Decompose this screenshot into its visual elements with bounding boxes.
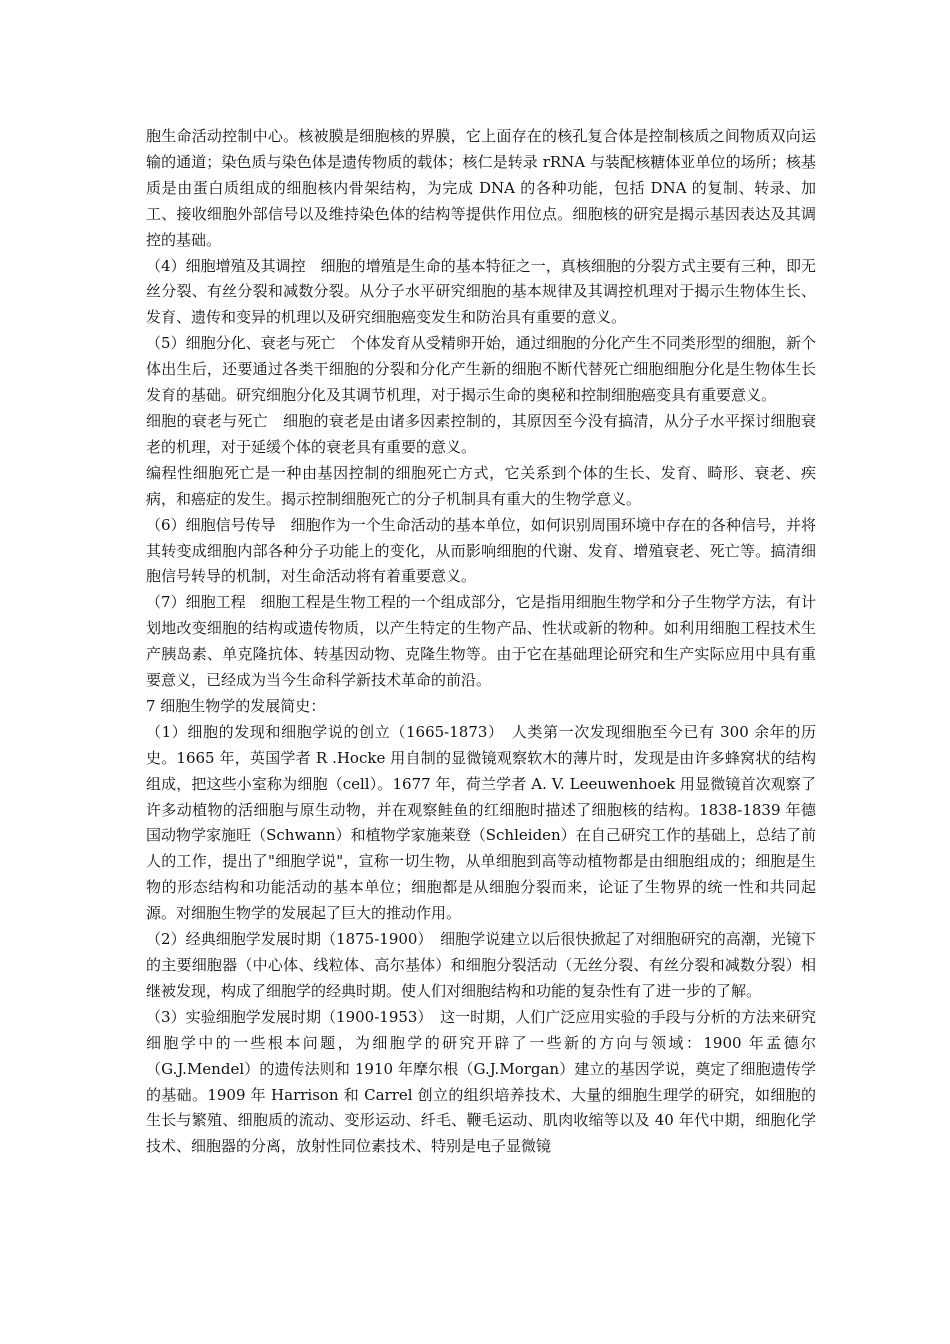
paragraph-nucleus: 胞生命活动控制中心。核被膜是细胞核的界膜，它上面存在的核孔复合体是控制核质之间物质双向运输的通道；染色质与染色体是遗传物质的载体；核仁是转录 rRNA 与装配核糖体亚单位的场所；核基质是由蛋白质组成的细胞核内骨架结构，为完成 DNA 的各种功能，包括 DNA 的复制、转录、加工、接收细胞外部信号以及维持染色体的结构等提供作用位点。细胞核的研究是揭示基因表达及其调控的基础。 [146,127,816,249]
paragraph-cell-engineering: （7）细胞工程 细胞工程是生物工程的一个组成部分，它是指用细胞生物学和分子生物学方法，有计划地改变细胞的结构或遗传物质，以产生特定的生物产品、性状或新的物种。如利用细胞工程技术生产胰岛素、单克隆抗体、转基因动物、克隆生物等。由于它在基础理论研究和生产实际应用中具有重要意义，已经成为当今生命科学新技术革命的前沿。 [146,593,816,690]
paragraph-cell-aging: 细胞的衰老与死亡 细胞的衰老是由诸多因素控制的，其原因至今没有搞清，从分子水平探讨细胞衰老的机理，对于延缓个体的衰老具有重要的意义。 [146,411,816,456]
paragraph-cell-signaling: （6）细胞信号传导 细胞作为一个生命活动的基本单位，如何识别周围环境中存在的各种信号，并将其转变成细胞内部各种分子功能上的变化，从而影响细胞的代谢、发育、增殖衰老、死亡等。搞清细胞信号转导的机制，对生命活动将有着重要意义。 [146,515,816,586]
paragraph-history-classical: （2）经典细胞学发展时期（1875-1900） 细胞学说建立以后很快掀起了对细胞研究的高潮，光镜下的主要细胞器（中心体、线粒体、高尔基体）和细胞分裂活动（无丝分裂、有丝分裂和减数分裂）相继被发现，构成了细胞学的经典时期。使人们对细胞结构和功能的复杂性有了进一步的了解。 [146,930,816,1000]
document-body [146,124,816,1160]
paragraph-programmed-cell-death: 编程性细胞死亡是一种由基因控制的细胞死亡方式，它关系到个体的生长、发育、畸形、衰老、疾病，和癌症的发生。揭示控制细胞死亡的分子机制具有重大的生物学意义。 [146,463,816,508]
paragraph-history-experimental: （3）实验细胞学发展时期（1900-1953） 这一时期，人们广泛应用实验的手段与分析的方法来研究细胞学中的一些根本问题，为细胞学的研究开辟了一些新的方向与领域：1900 年孟德尔（G.J.Mendel）的遗传法则和 1910 年摩尔根（G.J.Morgan）建立的基因学说，奠定了细胞遗传学的基础。1909 年 Harrison 和 Carrel 创立的组织培养技术、大量的细胞生理学的研究，如细胞的生长与繁殖、细胞质的流动、变形运动、纤毛、鞭毛运动、肌肉收缩等以及 40 年代中期，细胞化学技术、细胞器的分离，放射性同位素技术、特别是电子显微镜 [146,1007,816,1156]
section-heading-history: 7 细胞生物学的发展简史： [146,696,326,715]
paragraph-history-discovery: （1）细胞的发现和细胞学说的创立（1665-1873） 人类第一次发现细胞至今已有 300 余年的历史。1665 年，英国学者 R .Hocke 用自制的显微镜观察软木的薄片时，发现是由许多蜂窝状的结构组成，把这些小室称为细胞（cell）。1677 年，荷兰学者 A. V. Leeuwenhoek 用显微镜首次观察了许多动植物的活细胞与原生动物，并在观察鲑鱼的红细胞时描述了细胞核的结构。1838-1839 年德国动物学家施旺（Schwann）和植物学家施莱登（Schleiden）在自己研究工作的基础上，总结了前人的工作，提出了"细胞学说"，宣称一切生物，从单细胞到高等动植物都是由细胞组成的；细胞是生物的形态结构和功能活动的基本单位；细胞都是从细胞分裂而来，论证了生物界的统一性和共同起源。对细胞生物学的发展起了巨大的推动作用。 [146,722,816,923]
paragraph-cell-differentiation: （5）细胞分化、衰老与死亡 个体发育从受精卵开始，通过细胞的分化产生不同类形型的细胞，新个体出生后，还要通过各类干细胞的分裂和分化产生新的细胞不断代替死亡细胞细胞分化是生物体生长发育的基础。研究细胞分化及其调节机理，对于揭示生命的奥秘和控制细胞癌变具有重要意义。 [146,334,816,405]
paragraph-cell-proliferation: （4）细胞增殖及其调控 细胞的增殖是生命的基本特征之一，真核细胞的分裂方式主要有三种，即无丝分裂、有丝分裂和减数分裂。从分子水平研究细胞的基本规律及其调控机理对于揭示生物体生长、发育、遗传和变异的机理以及研究细胞癌变发生和防治具有重要的意义。 [146,256,816,327]
